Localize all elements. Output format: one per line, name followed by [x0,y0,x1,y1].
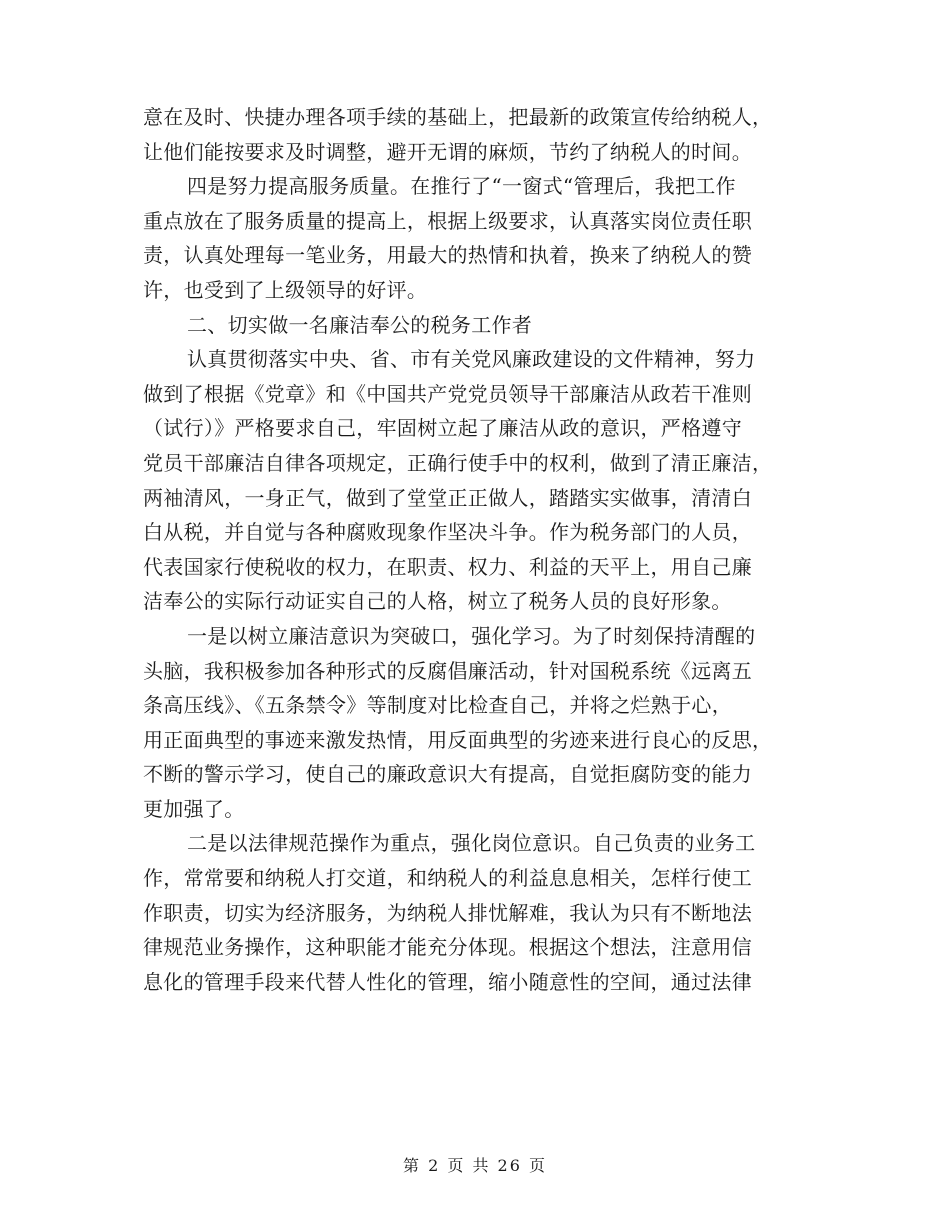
text-line: 条高压线》、《五条禁令》等制度对比检查自己，并将之烂熟于心， [143,693,732,718]
document-body [143,100,808,999]
text-line: 做到了根据《党章》和《中国共产党党员领导干部廉洁从政若干准则 [143,381,752,406]
text-line: 代表国家行使税收的权力，在职责、权力、利益的天平上，用自己廉 [143,554,752,579]
text-line: 息化的管理手段来代替人性化的管理，缩小随意性的空间，通过法律 [143,969,752,994]
text-line: 头脑，我积极参加各种形式的反腐倡廉活动，针对国税系统《远离五 [143,658,752,683]
text-line: 让他们能按要求及时调整，避开无谓的麻烦，节约了纳税人的时间。 [143,139,752,164]
text-line: 党员干部廉洁自律各项规定，正确行使手中的权利，做到了清正廉洁， [143,450,773,475]
text-line: 责，认真处理每一笔业务，用最大的热情和执着，换来了纳税人的赞 [143,243,752,268]
text-line: 白从税，并自觉与各种腐败现象作坚决斗争。作为税务部门的人员， [143,520,752,545]
text-line: 洁奉公的实际行动证实自己的人格，树立了税务人员的良好形象。 [143,589,732,614]
text-line: 许，也受到了上级领导的好评。 [143,277,428,302]
text-line: 不断的警示学习，使自己的廉政意识大有提高，自觉拒腐防变的能力 [143,762,752,787]
text-line: 作职责，切实为经济服务，为纳税人排忧解难，我认为只有不断地法 [143,900,752,925]
text-line: （试行）》严格要求自己，牢固树立起了廉洁从政的意识，严格遵守 [143,416,742,441]
text-line: 二是以法律规范操作为重点，强化岗位意识。自己负责的业务工 [187,831,756,856]
text-line: 作，常常要和纳税人打交道，和纳税人的利益息息相关，怎样行使工 [143,866,752,891]
text-line: 两袖清风，一身正气，做到了堂堂正正做人，踏踏实实做事，清清白 [143,485,752,510]
text-line: 一是以树立廉洁意识为突破口，强化学习。为了时刻保持清醒的 [187,623,756,648]
text-line: 律规范业务操作，这种职能才能充分体现。根据这个想法，注意用信 [143,935,752,960]
page-footer: 第 2 页 共 26 页 [403,1156,547,1175]
text-line: 意在及时、快捷办理各项手续的基础上，把最新的政策宣传给纳税人， [143,105,773,129]
text-line: 四是努力提高服务质量。在推行了“一窗式“管理后，我把工作 [187,174,736,199]
text-line: 用正面典型的事迹来激发热情，用反面典型的劣迹来进行良心的反思， [143,727,773,752]
text-line: 二、切实做一名廉洁奉公的税务工作者 [187,312,533,337]
text-line: 重点放在了服务质量的提高上，根据上级要求，认真落实岗位责任职 [143,208,752,233]
text-line: 更加强了。 [143,796,245,821]
text-line: 认真贯彻落实中央、省、市有关党风廉政建设的文件精神，努力 [187,347,756,372]
